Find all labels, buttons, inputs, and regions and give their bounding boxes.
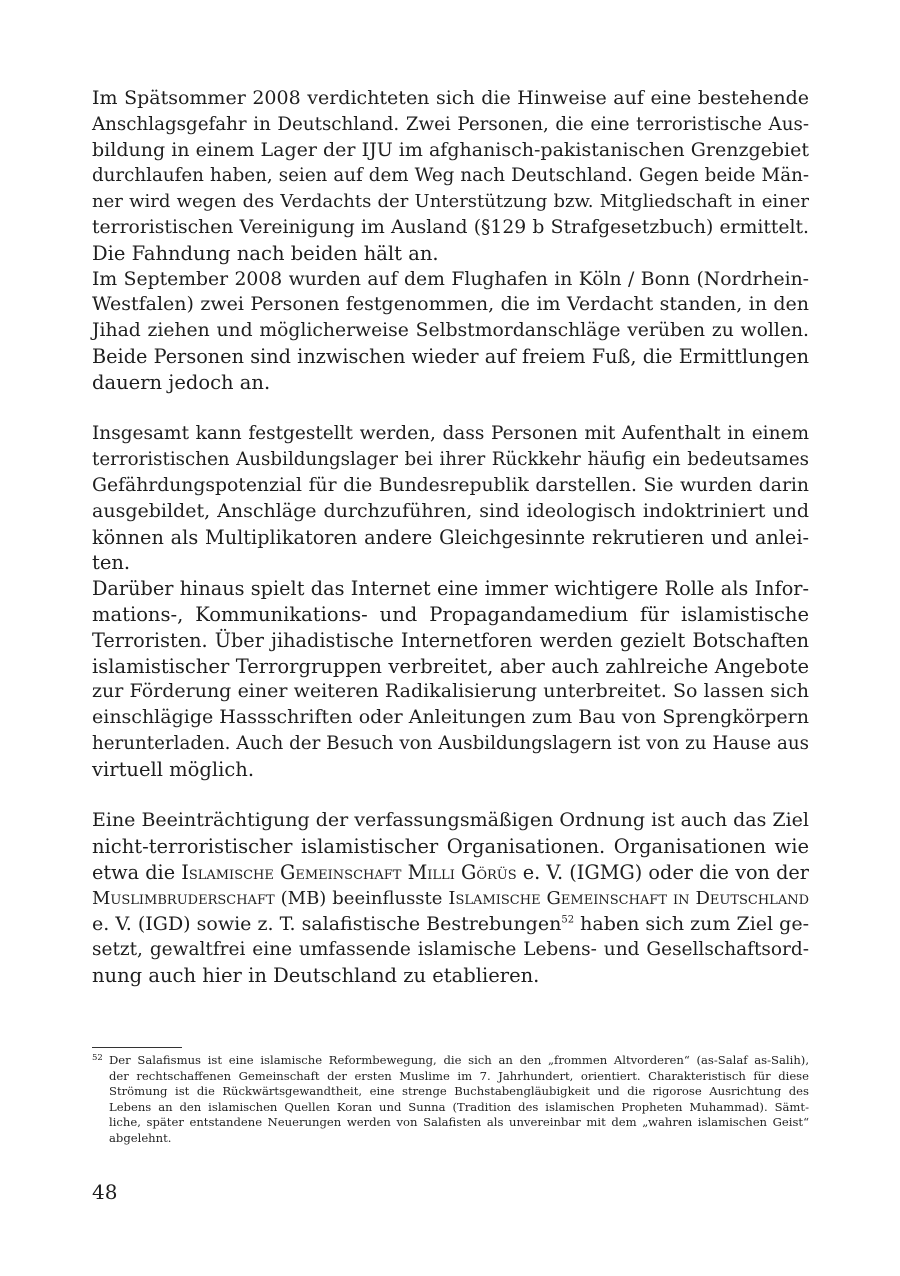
paragraph-gap — [92, 396, 809, 422]
text-run: e. V. (IGMG) oder die von der — [516, 860, 809, 884]
text-line: nicht-terroristischer islamistischer Organisationen. Organisationen wie — [92, 835, 809, 859]
text-line: virtuell möglich. — [92, 757, 255, 781]
footnote-line: Lebens an den islamischen Quellen Koran und Sunna (Tradition des islamischen Propheten Muhammad). Sämt- — [109, 1099, 809, 1114]
text-run: e. V. (IGD) sowie z. T. salafistische Bestrebungen — [92, 912, 562, 935]
text-line: Jihad ziehen und möglicherweise Selbstmordanschläge verüben zu wollen. — [92, 320, 809, 342]
organization-name-igmg: Islamische Gemeinschaft Milli Görüs — [181, 860, 517, 884]
paragraph-3 — [92, 421, 809, 576]
paragraph-5 — [92, 808, 809, 989]
organization-name-igd: Islamische Gemeinschaft in Deutschland — [448, 887, 809, 909]
body-text — [92, 86, 809, 989]
text-run: etwa die — [92, 860, 182, 884]
text-line: durchlaufen haben, seien auf dem Weg nach Deutschland. Gegen beide Män- — [92, 165, 809, 187]
text-line: Anschlagsgefahr in Deutschland. Zwei Personen, die eine terroristische Aus- — [92, 113, 809, 135]
footnote-reference[interactable]: 52 — [561, 914, 575, 926]
text-line: terroristischen Ausbildungslager bei ihrer Rückkehr häufig ein bedeutsames — [92, 449, 809, 471]
text-line: können als Multiplikatoren andere Gleichgesinnte rekrutieren und anlei- — [92, 525, 809, 549]
paragraph-2 — [92, 267, 809, 396]
text-line: Im Spätsommer 2008 verdichteten sich die Hinweise auf eine bestehende — [92, 87, 809, 109]
text-line: Insgesamt kann festgestellt werden, dass Personen mit Aufenthalt in einem — [92, 423, 809, 445]
text-line: bildung in einem Lager der IJU im afghanisch-pakistanischen Grenzgebiet — [92, 138, 809, 161]
page-number: 48 — [92, 1180, 118, 1204]
text-line: mations-, Kommunikations- und Propagandamedium für islamistische — [92, 602, 809, 626]
text-line: Beide Personen sind inzwischen wieder auf freiem Fuß, die Ermittlungen — [92, 344, 809, 368]
footnote-divider — [92, 1047, 182, 1048]
text-line: herunterladen. Auch der Besuch von Ausbildungslagern ist von zu Hause aus — [92, 732, 809, 754]
paragraph-1 — [92, 86, 809, 267]
footnote-line: liche, später entstandene Neuerungen werden von Salafisten als unvereinbar mit dem „wahren islamischen Geist“ — [109, 1115, 809, 1130]
footnote-number: 52 — [92, 1053, 103, 1063]
paragraph-gap — [92, 783, 809, 809]
text-line: Darüber hinaus spielt das Internet eine immer wichtigere Rolle als Infor- — [92, 577, 809, 601]
text-line: zur Förderung einer weiteren Radikalisierung unterbreitet. So lassen sich — [92, 680, 809, 703]
text-line: islamistischer Terrorgruppen verbreitet, aber auch zahlreiche Angebote — [92, 654, 809, 678]
text-line: ner wird wegen des Verdachts der Unterstützung bzw. Mitgliedschaft in einer — [92, 191, 809, 213]
text-line: einschlägige Hassschriften oder Anleitungen zum Bau von Sprengkörpern — [92, 706, 809, 729]
text-line — [92, 860, 809, 886]
text-run: haben sich zum Ziel ge- — [574, 912, 809, 935]
text-line: dauern jedoch an. — [92, 370, 271, 394]
footnote-line: Der Salafismus ist eine islamische Reformbewegung, die sich an den „frommen Altvorderen“ (as-Salaf as-Salih), — [109, 1053, 809, 1067]
text-line: setzt, gewaltfrei eine umfassende islamische Lebens- und Gesellschaftsord- — [92, 939, 809, 961]
text-line: terroristischen Vereinigung im Ausland (§129 b Strafgesetzbuch) ermittelt. — [92, 216, 809, 238]
text-line: Im September 2008 wurden auf dem Flughafen in Köln / Bonn (Nordrhein- — [92, 268, 809, 290]
text-line: Eine Beeinträchtigung der verfassungsmäßigen Ordnung ist auch das Ziel — [92, 809, 809, 832]
paragraph-4 — [92, 576, 809, 782]
text-line: ten. — [92, 551, 131, 575]
text-line — [92, 886, 809, 912]
text-line: nung auch hier in Deutschland zu etablieren. — [92, 964, 540, 988]
text-run: (MB) beeinflusste — [274, 887, 449, 909]
text-line: Westfalen) zwei Personen festgenommen, die im Verdacht standen, in den — [92, 293, 809, 316]
footnote-line: Strömung ist die Rückwärtsgewandtheit, eine strenge Buchstabengläubigkeit und die rigorose Ausrichtung des — [109, 1084, 809, 1099]
footnote — [92, 1053, 809, 1147]
text-line: Terroristen. Über jihadistische Internetforen werden gezielt Botschaften — [92, 628, 809, 652]
organization-name-mb: Muslimbruderschaft — [92, 887, 275, 909]
text-line — [92, 912, 809, 938]
text-line: Gefährdungspotenzial für die Bundesrepublik darstellen. Sie wurden darin — [92, 474, 809, 496]
text-line: Die Fahndung nach beiden hält an. — [92, 241, 439, 265]
footnote-line: abgelehnt. — [109, 1130, 172, 1145]
text-line: ausgebildet, Anschläge durchzuführen, sind ideologisch indoktriniert und — [92, 499, 809, 522]
footnote-line: der rechtschaffenen Gemeinschaft der ersten Muslime im 7. Jahrhundert, orientiert. Charakteristisch für diese — [109, 1068, 809, 1083]
